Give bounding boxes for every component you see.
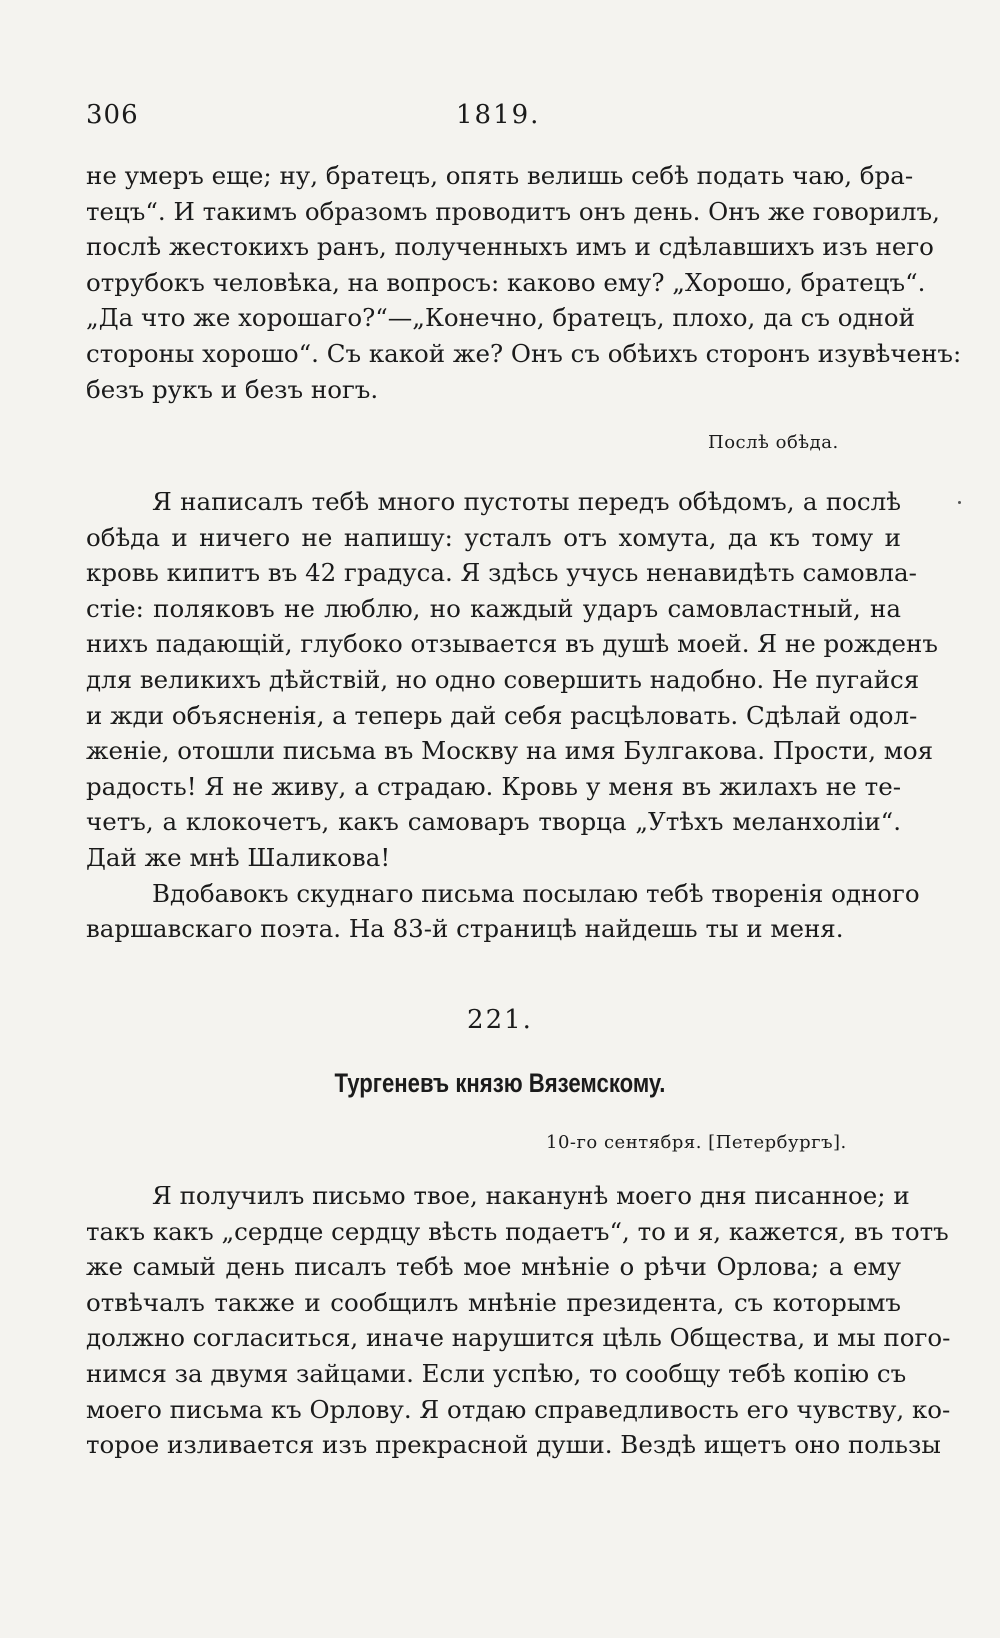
- text-line: моего письма къ Орлову. Я отдаю справедливость его чувству, ко-: [86, 1394, 951, 1424]
- text-line: женіе, отошли письма въ Москву на имя Булгакова. Прости, моя: [86, 736, 934, 766]
- letter-number: 221.: [467, 1005, 533, 1035]
- page-number: 306: [86, 100, 139, 130]
- text-line: стіе: поляковъ не люблю, но каждый ударъ самовластный, на: [86, 593, 901, 623]
- text-line: „Да что же хорошаго?“—„Конечно, братецъ, плохо, да съ одной: [86, 303, 915, 333]
- text-line: обѣда и ничего не напишу: усталъ отъ хомута, да къ тому и: [86, 522, 901, 552]
- running-head-year: 1819.: [456, 100, 541, 130]
- text-line: для великихъ дѣйствій, но одно совершить надобно. Не пугайся: [86, 664, 920, 694]
- section-note-after-dinner: Послѣ обѣда.: [708, 432, 839, 453]
- text-line: послѣ жестокихъ ранъ, полученныхъ имъ и сдѣлавшихъ изъ него: [86, 232, 934, 262]
- text-line: тецъ“. И такимъ образомъ проводитъ онъ день. Онъ же говорилъ,: [86, 196, 940, 226]
- text-line: Я получилъ письмо твое, наканунѣ моего дня писанное; и: [152, 1181, 910, 1210]
- text-line: варшавскаго поэта. На 83-й страницѣ найдешь ты и меня.: [86, 914, 844, 944]
- letter-dateline: 10-го сентября. [Петербургъ].: [546, 1132, 847, 1153]
- text-line: стороны хорошо“. Съ какой же? Онъ съ обѣихъ сторонъ изувѣченъ:: [86, 338, 962, 368]
- print-speck: [958, 501, 961, 504]
- text-line: и жди объясненія, а теперь дай себя расцѣловать. Сдѣлай одол-: [86, 700, 918, 730]
- text-line: Я написалъ тебѣ много пустоты передъ обѣдомъ, а послѣ: [152, 487, 901, 516]
- text-line: нихъ падающій, глубоко отзывается въ душѣ моей. Я не рожденъ: [86, 629, 938, 659]
- text-line: не умеръ еще; ну, братецъ, опять велишь себѣ подать чаю, бра-: [86, 161, 914, 190]
- paragraph-after-dinner: [86, 484, 938, 947]
- text-line: должно согласиться, иначе нарушится цѣль Общества, и мы пого-: [86, 1323, 951, 1353]
- text-line: кровь кипитъ въ 42 градуса. Я здѣсь учусь ненавидѣть самовла-: [86, 558, 917, 588]
- text-line: же самый день писалъ тебѣ мое мнѣніе о рѣчи Орлова; а ему: [86, 1252, 901, 1282]
- letter-body: [86, 1178, 951, 1463]
- letter-title: Тургеневъ князю Вяземскому.: [334, 1068, 666, 1098]
- text-line: нимся за двумя зайцами. Если успѣю, то сообщу тебѣ копію съ: [86, 1358, 907, 1388]
- text-line: Вдобавокъ скуднаго письма посылаю тебѣ творенія одного: [152, 878, 920, 908]
- text-line: безъ рукъ и безъ ногъ.: [86, 374, 379, 404]
- text-line: Дай же мнѣ Шаликова!: [86, 842, 391, 872]
- page-header: [86, 100, 906, 140]
- text-line: такъ какъ „сердце сердцу вѣсть подаетъ“, то и я, кажется, въ тотъ: [86, 1216, 949, 1246]
- text-line: четъ, а клокочетъ, какъ самоваръ творца „Утѣхъ меланхоліи“.: [86, 807, 901, 837]
- text-line: отвѣчалъ также и сообщилъ мнѣніе президента, съ которымъ: [86, 1287, 901, 1317]
- paragraph-continuation: [86, 158, 962, 407]
- text-line: радость! Я не живу, а страдаю. Кровь у меня въ жилахъ не те-: [86, 771, 901, 801]
- text-line: отрубокъ человѣка, на вопросъ: каково ему? „Хорошо, братецъ“.: [86, 267, 926, 297]
- text-line: торое изливается изъ прекрасной души. Вездѣ ищетъ оно пользы: [86, 1430, 941, 1460]
